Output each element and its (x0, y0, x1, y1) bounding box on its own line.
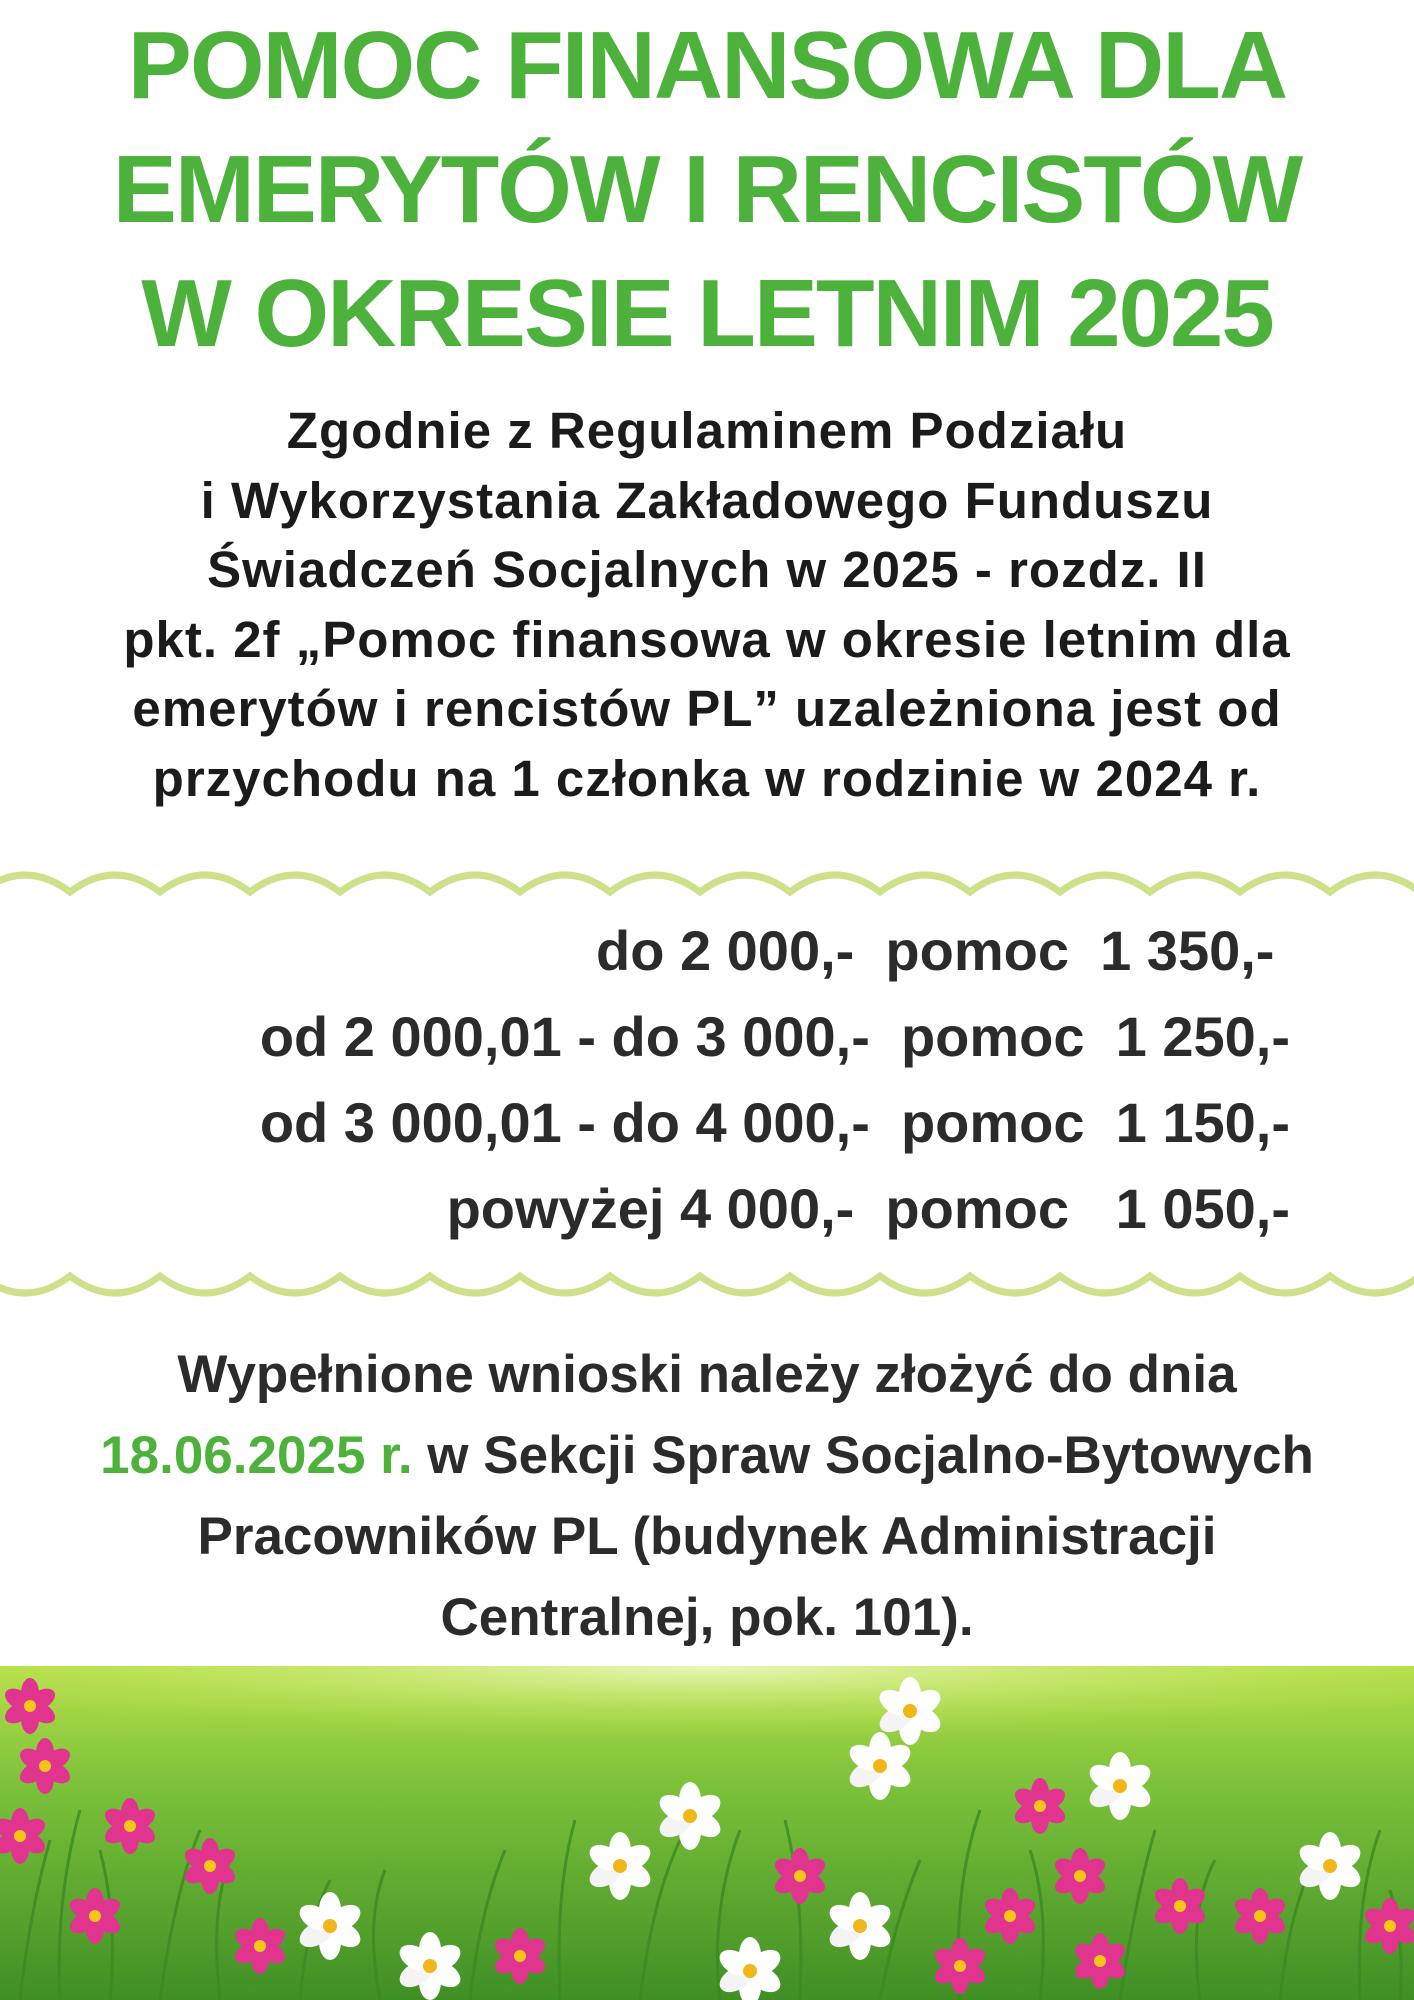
title-line-3: W OKRESIE LETNIM 2025 (141, 260, 1273, 367)
footer-line-4: Centralnej, pok. 101). (440, 1588, 974, 1647)
intro-line-1: Zgodnie z Regulaminem Podziału (286, 402, 1128, 459)
footer-notice (20, 1334, 1394, 1658)
intro-line-5: emerytów i rencistów PL” uzależniona jest od (132, 680, 1282, 737)
rate-row: do 2 000,- pomoc 1 350,- (595, 919, 1290, 982)
rate-row: od 3 000,01 - do 4 000,- pomoc 1 150,- (259, 1091, 1290, 1154)
footer-line-2 (20, 1415, 1394, 1496)
rates-table (0, 908, 1290, 1252)
title-line-2: EMERYTÓW I RENCISTÓW (112, 136, 1302, 243)
footer-line-2-rest: w Sekcji Spraw Socjalno-Bytowych (412, 1426, 1314, 1485)
intro-line-2: i Wykorzystania Zakładowego Funduszu (200, 471, 1214, 529)
scalloped-divider-icon (0, 1276, 1414, 1293)
intro-paragraph (20, 396, 1394, 813)
flower-meadow-illustration (0, 1666, 1414, 2000)
rate-row: od 2 000,01 - do 3 000,- pomoc 1 250,- (259, 1005, 1290, 1068)
intro-line-6: przychodu na 1 członka w rodzinie w 2024 r. (152, 749, 1262, 807)
page-title (0, 4, 1414, 376)
scalloped-divider-bottom (0, 1262, 1414, 1312)
rate-row: powyżej 4 000,- pomoc 1 050,- (446, 1177, 1290, 1240)
intro-line-4: pkt. 2f „Pomoc finansowa w okresie letnim dla (123, 610, 1291, 668)
scalloped-divider-icon (0, 875, 1414, 892)
footer-line-1: Wypełnione wnioski należy złożyć do dnia (177, 1345, 1237, 1404)
intro-line-3: Świadczeń Socjalnych w 2025 - rozdz. II (207, 541, 1207, 598)
deadline-date: 18.06.2025 r. (100, 1426, 413, 1485)
footer-line-3: Pracowników PL (budynek Administracji (197, 1507, 1217, 1566)
scalloped-divider-top (0, 860, 1414, 910)
title-line-1: POMOC FINANSOWA DLA (127, 12, 1287, 119)
